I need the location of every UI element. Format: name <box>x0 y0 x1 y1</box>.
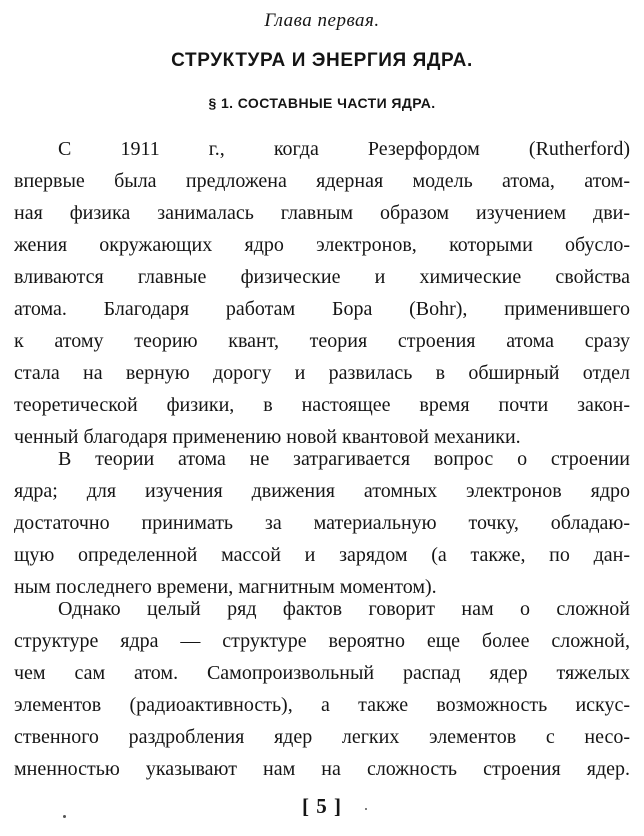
text-line: ченный благодаря применению новой квантовой механики. <box>14 426 521 448</box>
text-line: вливаются главные физические и химические свойства <box>14 266 630 288</box>
text-line: теоретической физики, в настоящее время почти закон- <box>14 394 630 416</box>
text-line: структуре ядра — структуре вероятно еще более сложной, <box>14 630 630 652</box>
text-line: жения окружающих ядро электронов, которыми обусло- <box>14 234 630 256</box>
text-line: щую определенной массой и зарядом (а также, по дан- <box>14 544 630 566</box>
text-line: достаточно принимать за материальную точку, обладаю- <box>14 512 630 534</box>
text-line: ядра; для изучения движения атомных электронов ядро <box>14 480 630 502</box>
chapter-title: СТРУКТУРА И ЭНЕРГИЯ ЯДРА. <box>171 50 473 71</box>
text-line: чем сам атом. Самопроизвольный распад ядер тяжелых <box>14 662 630 684</box>
text-line: ственного раздробления ядер легких элементов с несо- <box>14 726 630 748</box>
text-line: стала на верную дорогу и развилась в обширный отдел <box>14 362 630 384</box>
text-line: к атому теорию квант, теория строения атома сразу <box>14 330 630 352</box>
chapter-heading: Глава первая. <box>264 10 380 31</box>
scan-speck <box>365 808 367 810</box>
text-line: мненностью указывают нам на сложность строения ядер. <box>14 758 630 780</box>
section-heading: § 1. СОСТАВНЫЕ ЧАСТИ ЯДРА. <box>208 95 436 111</box>
text-line: атома. Благодаря работам Бора (Bohr), применившего <box>14 298 630 320</box>
page-number: [ 5 ] <box>302 794 342 818</box>
text-line: элементов (радиоактивность), а также возможность искус- <box>14 694 630 716</box>
text-line: ным последнего времени, магнитным моментом). <box>14 576 437 598</box>
text-line: ная физика занималась главным образом изучением дви- <box>14 202 630 224</box>
text-line: Однако целый ряд фактов говорит нам о сложной <box>58 598 630 620</box>
text-line: С 1911 г., когда Резерфордом (Rutherford) <box>58 138 630 160</box>
text-line: В теории атома не затрагивается вопрос о строении <box>58 448 630 470</box>
scan-speck <box>63 815 66 818</box>
text-line: впервые была предложена ядерная модель атома, атом- <box>14 170 630 192</box>
